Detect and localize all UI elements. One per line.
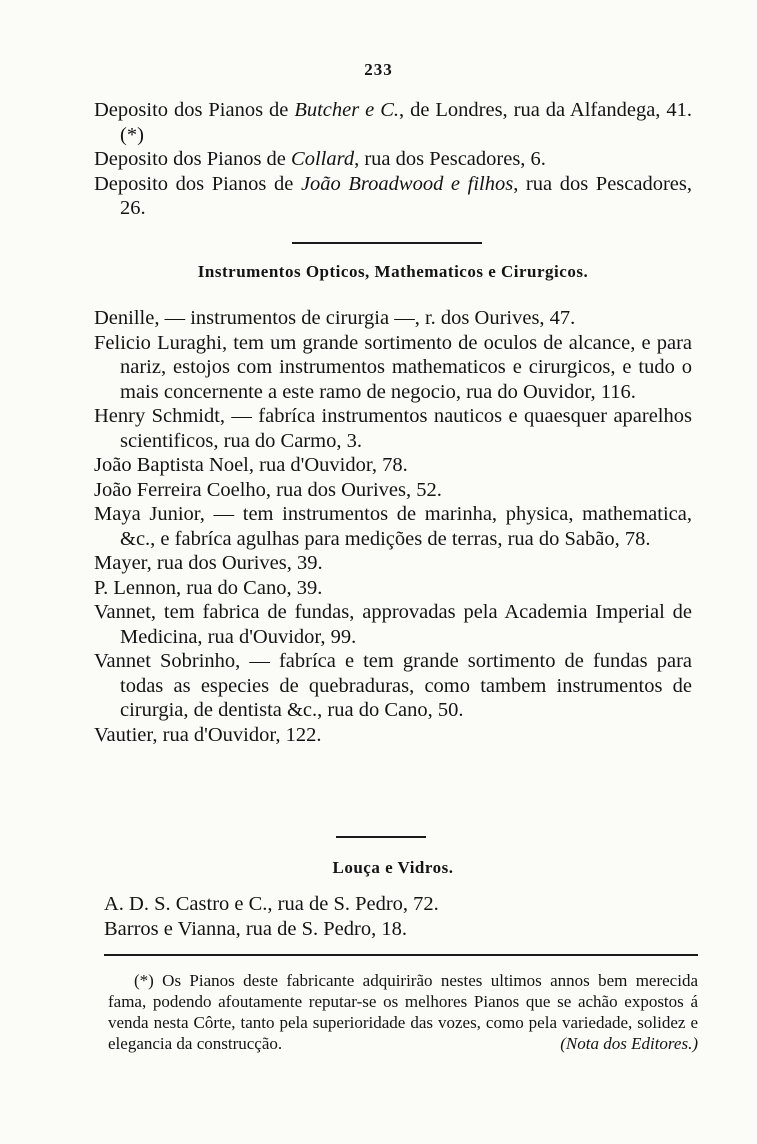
entry-text: , rua dos Pescadores, 26. (120, 172, 692, 219)
entry-text: , rua dos Pescadores, 6. (354, 148, 546, 170)
louca-list (104, 892, 692, 941)
list-item: João Baptista Noel, rua d'Ouvidor, 78. (94, 454, 408, 476)
entry-name: João Broadwood e filhos (300, 172, 514, 195)
optics-list (94, 306, 692, 747)
entry-text: Deposito dos Pianos de (94, 148, 292, 170)
entry-name: Collard (291, 148, 355, 170)
list-item: Barros e Vianna, rua de S. Pedro, 18. (104, 917, 407, 940)
section-heading: Louça e Vidros. (332, 858, 454, 877)
section-heading: Instrumentos Opticos, Mathematicos e Cirurgicos. (197, 262, 589, 281)
list-item: Vannet, tem fabrica de fundas, approvadas pela Academia Imperial de Medicina, rua d'Ouvidor, 99. (94, 601, 692, 648)
list-item: Henry Schmidt, — fabríca instrumentos nauticos e quaesquer aparelhos scientificos, rua do Carmo, 3. (94, 405, 692, 452)
louca-section (94, 858, 692, 878)
list-item (94, 172, 692, 221)
list-item: A. D. S. Castro e C., rua de S. Pedro, 72. (104, 893, 439, 915)
optics-section (94, 262, 692, 282)
list-item: Felicio Luraghi, tem um grande sortimento de oculos de alcance, e para nariz, estojos com instrumentos mathematicos e cirurgicos, e tudo o mais concernente a este ramo de negocio, rua do Ouvidor, 116. (94, 331, 692, 403)
entry-text: Deposito dos Pianos de (94, 172, 301, 195)
section-divider (292, 242, 482, 244)
list-item: Denille, — instrumentos de cirurgia —, r. dos Ourives, 47. (94, 307, 576, 329)
list-item: João Ferreira Coelho, rua dos Ourives, 52. (94, 478, 442, 501)
pianos-list (94, 98, 692, 221)
list-item (94, 98, 692, 147)
footnote-attribution: (Nota dos Editores.) (560, 1034, 698, 1053)
footnote (108, 970, 698, 1054)
page-number: 233 (364, 60, 393, 79)
list-item: Maya Junior, — tem instrumentos de marinha, physica, mathematica, &c., e fabríca agulhas para medições de terras, rua do Sabão, 78. (94, 503, 692, 550)
entry-text: , de Londres, rua da Alfandega, 41. (*) (120, 99, 692, 146)
footnote-divider (104, 954, 698, 956)
list-item (94, 147, 692, 172)
entry-name: Butcher e C. (294, 99, 400, 121)
list-item: P. Lennon, rua do Cano, 39. (94, 576, 323, 599)
list-item: Mayer, rua dos Ourives, 39. (94, 552, 323, 574)
list-item: Vannet Sobrinho, — fabríca e tem grande sortimento de fundas para todas as especies de quebraduras, como tambem instrumentos de cirurgia, de dentista &c., rua do Cano, 50. (94, 650, 692, 721)
footnote-text: (*) Os Pianos deste fabricante adquirirão nestes ultimos annos bem merecida fama, podendo afoutamente reputar-se os melhores Pianos que se achão expostos á venda nesta Côrte, tanto pela superioridade das vozes, como pela variedade, solidez e elegancia da construcção. (108, 971, 698, 1053)
entry-text: Deposito dos Pianos de (94, 99, 295, 121)
section-divider (336, 836, 426, 838)
list-item: Vautier, rua d'Ouvidor, 122. (94, 723, 322, 746)
